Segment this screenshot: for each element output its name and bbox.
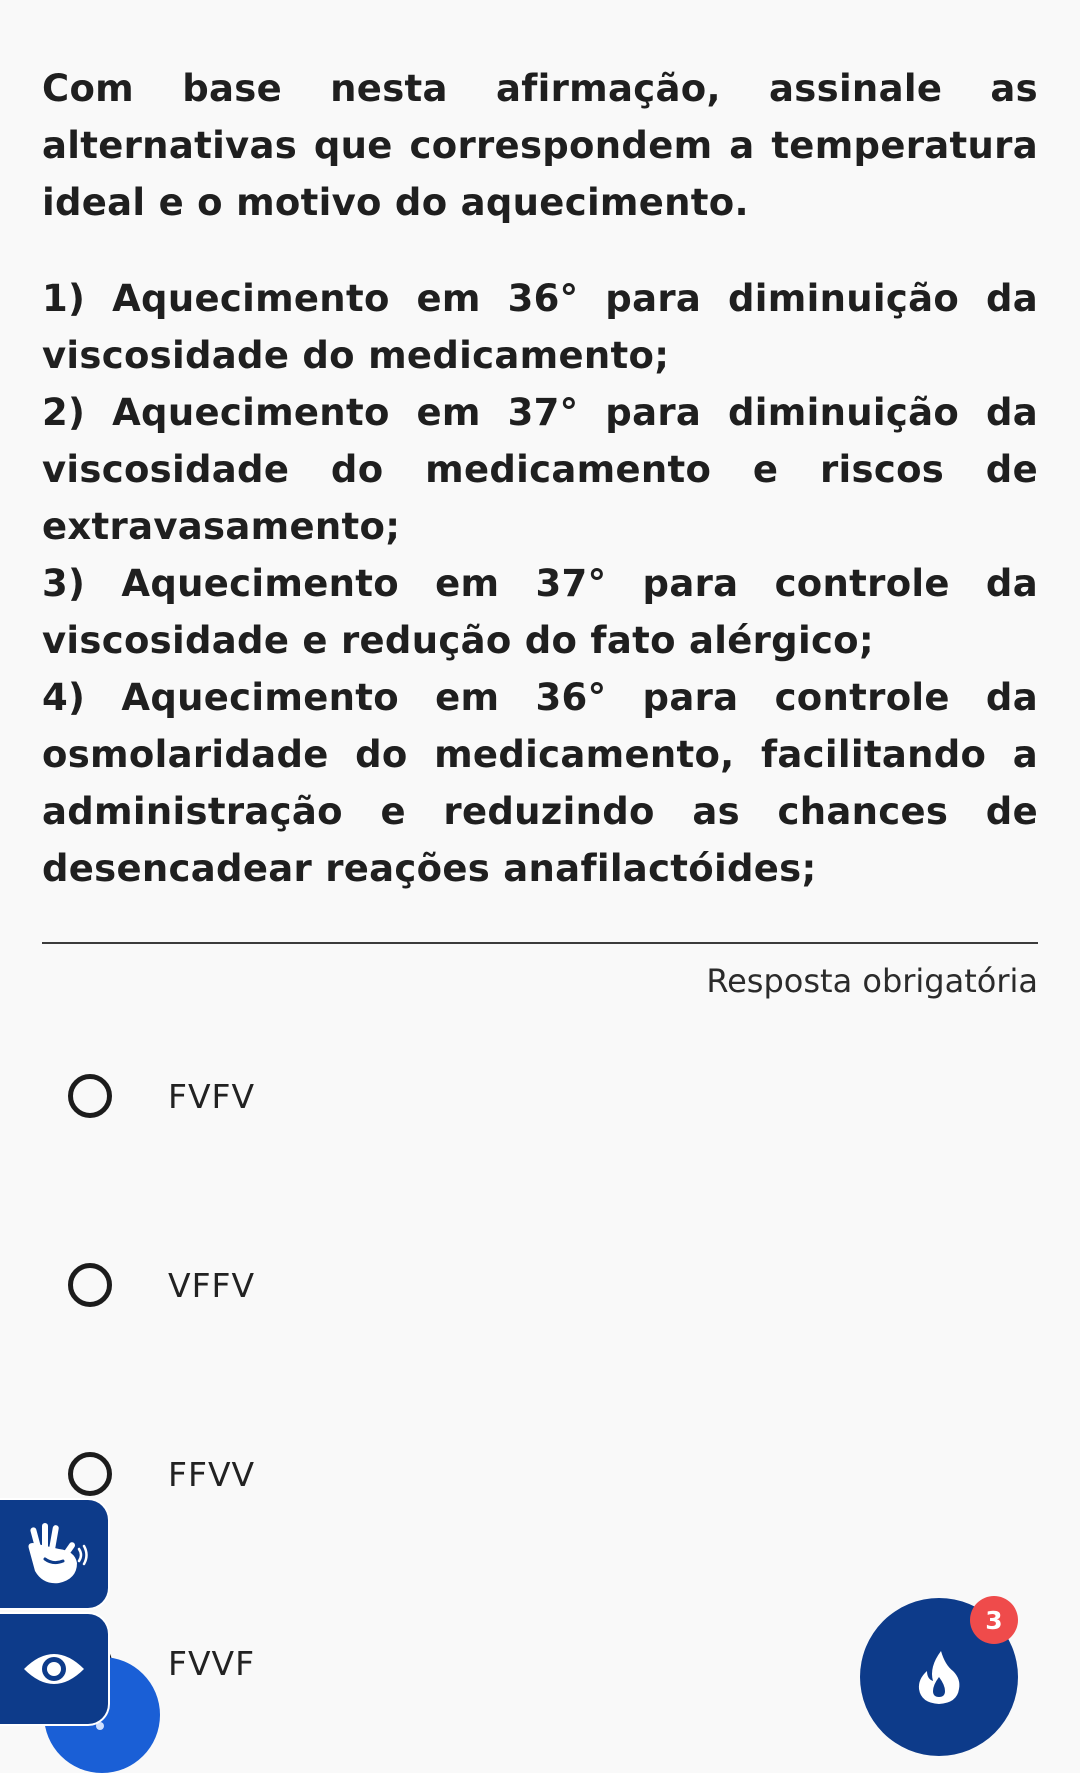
question-intro: Com base nesta afirmação, assinale as alternativas que correspondem a temperatura ideal e o motivo do aquecimento. bbox=[42, 67, 1038, 224]
option-label: FFVV bbox=[168, 1454, 256, 1494]
divider bbox=[42, 942, 1038, 944]
option-label: VFFV bbox=[168, 1265, 256, 1305]
sign-language-button[interactable] bbox=[0, 1500, 108, 1608]
notification-badge: 3 bbox=[970, 1596, 1018, 1644]
option-vffv[interactable] bbox=[68, 1255, 768, 1315]
option-fvfv[interactable] bbox=[68, 1066, 768, 1126]
statement-4: 4) Aquecimento em 36° para controle da osmolaridade do medicamento, facilitando a administração e reduzindo as chances de desencadear reações anafilactóides; bbox=[42, 676, 1038, 890]
radio-button[interactable] bbox=[68, 1263, 112, 1307]
statement-1: 1) Aquecimento em 36° para diminuição da viscosidade do medicamento; bbox=[42, 277, 1038, 377]
assistant-dot bbox=[96, 1722, 104, 1730]
statement-2: 2) Aquecimento em 37° para diminuição da viscosidade do medicamento e riscos de extravasamento; bbox=[42, 391, 1038, 548]
option-fvvf[interactable] bbox=[68, 1633, 768, 1693]
radio-button[interactable] bbox=[68, 1074, 112, 1118]
vision-button[interactable] bbox=[0, 1614, 108, 1724]
option-label: FVVF bbox=[168, 1643, 256, 1683]
flame-icon bbox=[915, 1647, 963, 1707]
question-text bbox=[42, 60, 1038, 897]
paragraph-gap bbox=[42, 231, 1038, 270]
option-label: FVFV bbox=[168, 1076, 256, 1116]
hand-sign-icon bbox=[19, 1519, 89, 1589]
radio-button[interactable] bbox=[68, 1452, 112, 1496]
required-label: Resposta obrigatória bbox=[706, 962, 1038, 1000]
option-ffvv[interactable] bbox=[68, 1444, 768, 1504]
statement-3: 3) Aquecimento em 37° para controle da viscosidade e redução do fato alérgico; bbox=[42, 562, 1038, 662]
eye-icon bbox=[21, 1647, 87, 1691]
